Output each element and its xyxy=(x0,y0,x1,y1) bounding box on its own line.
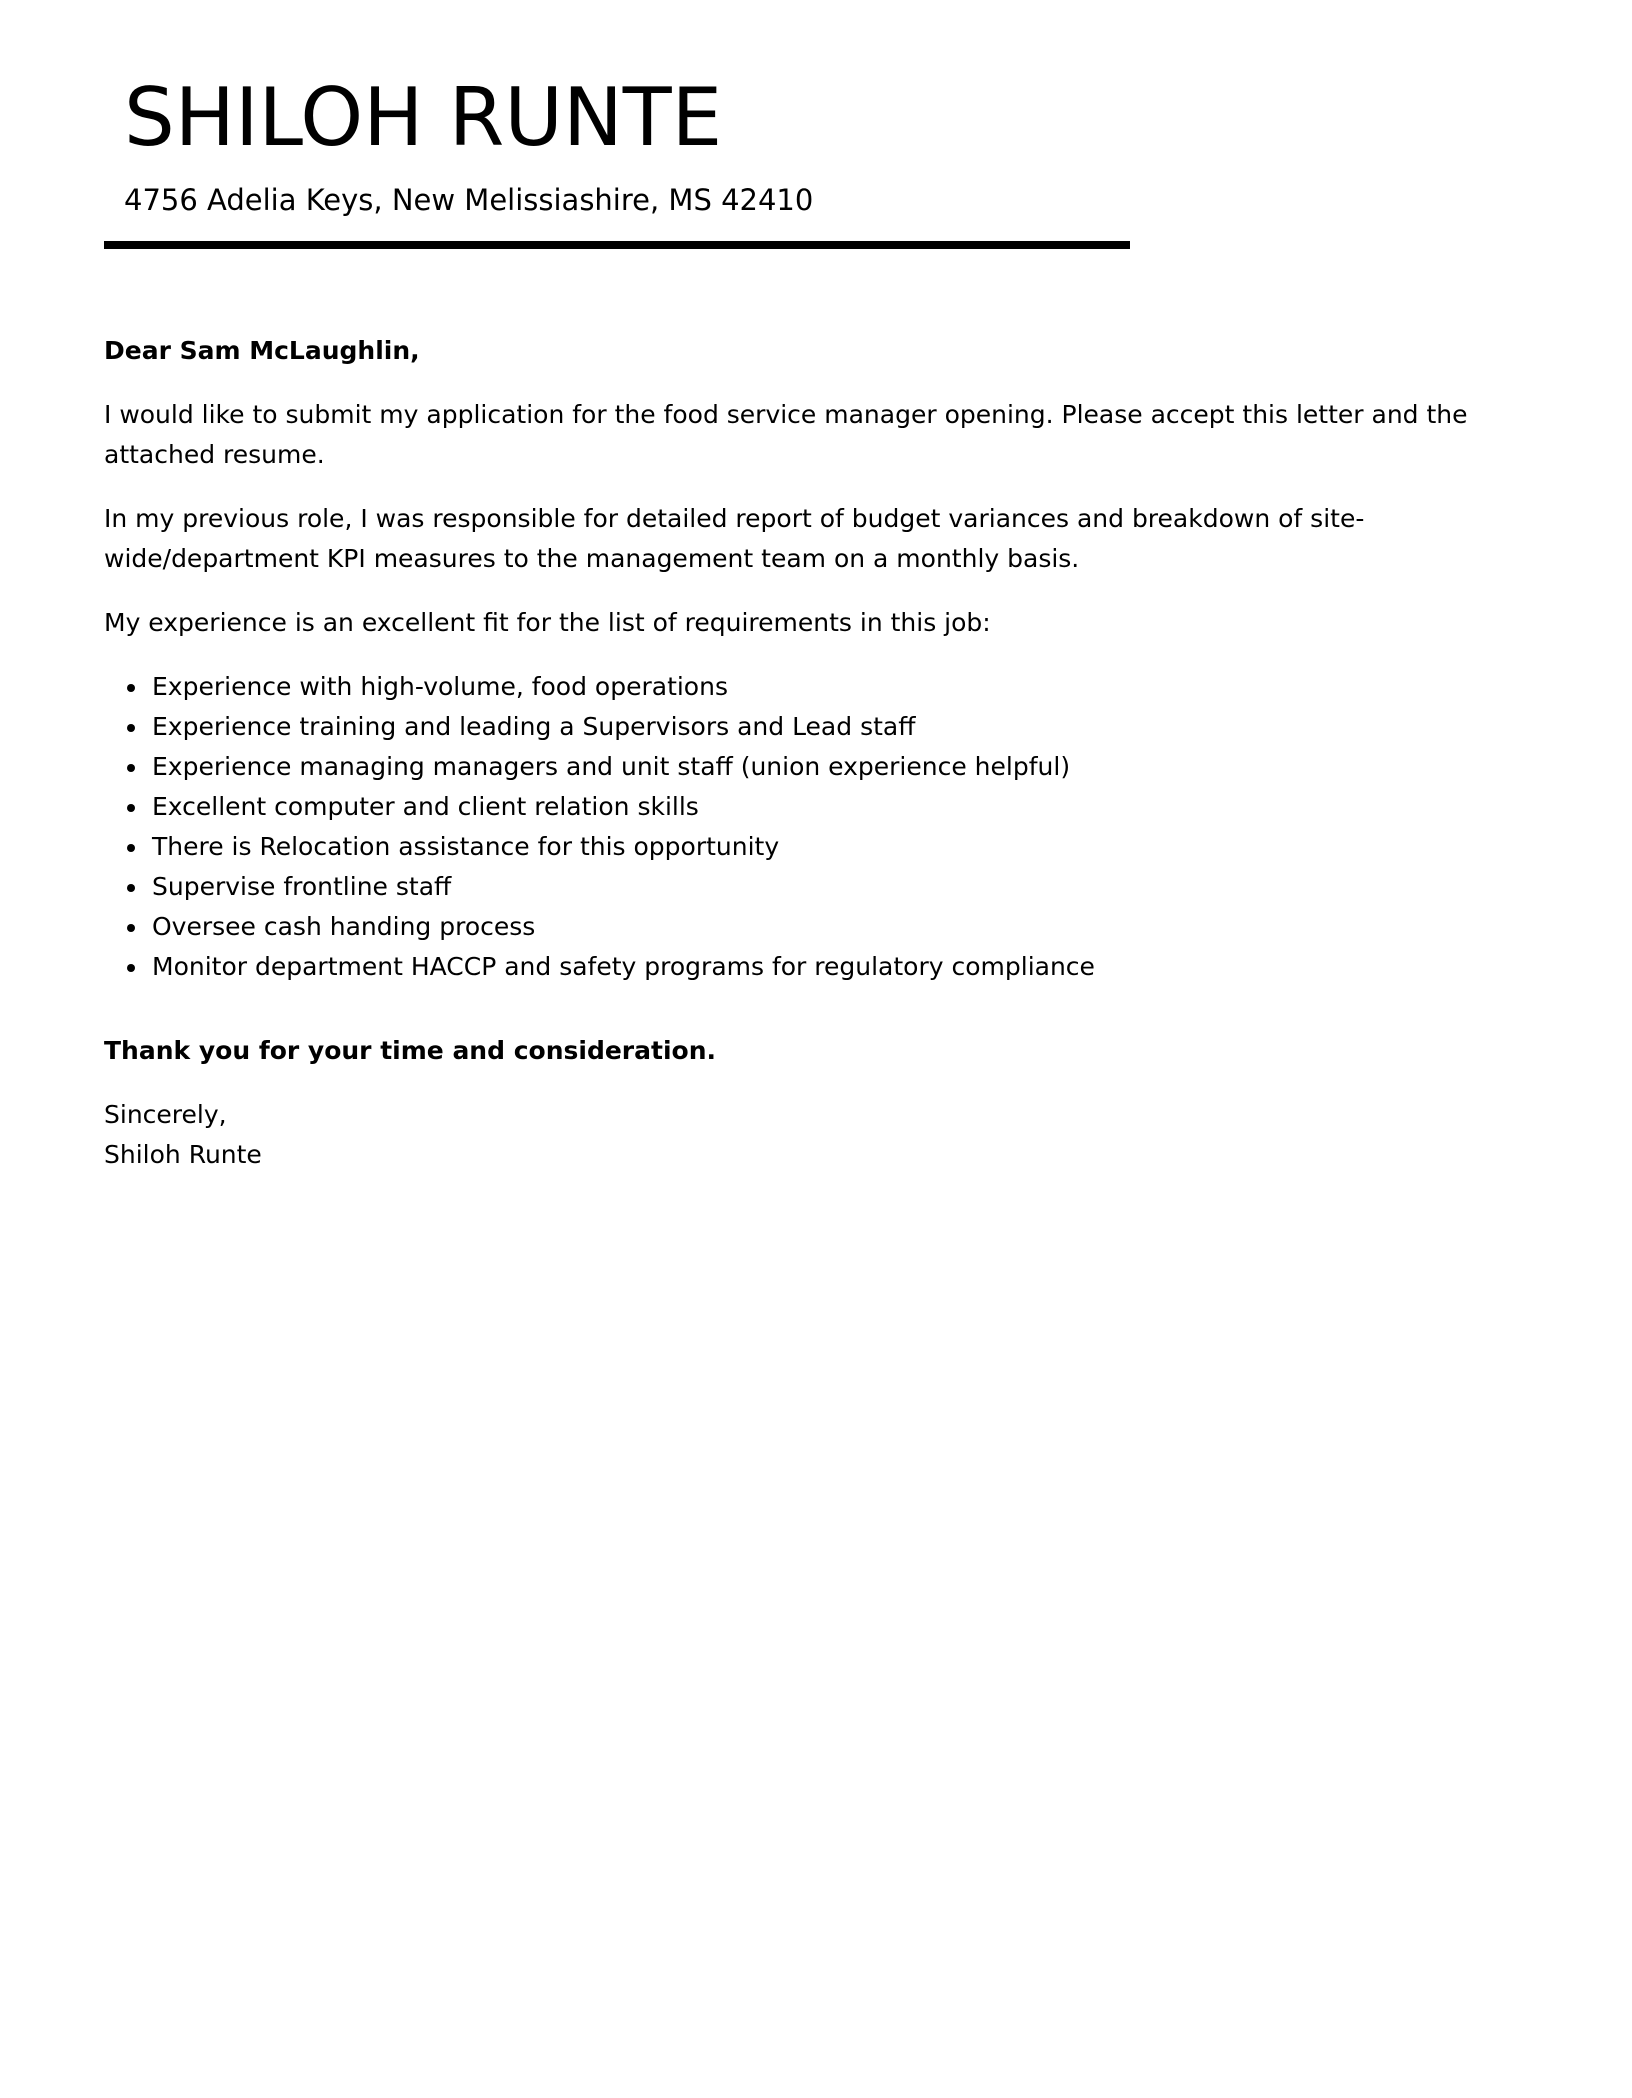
bullet-icon xyxy=(127,964,135,972)
paragraph-intro: I would like to submit my application for the food service manager opening. Please accept this letter and the attached resume. xyxy=(104,400,1468,469)
list-item-text: Monitor department HACCP and safety programs for regulatory compliance xyxy=(152,952,1095,981)
list-item xyxy=(152,867,1544,907)
list-item xyxy=(152,707,1544,747)
applicant-address: 4756 Adelia Keys, New Melissiashire, MS 42410 xyxy=(124,183,814,217)
list-item-text: Experience training and leading a Supervisors and Lead staff xyxy=(152,712,916,741)
bullet-icon xyxy=(127,884,135,892)
list-item-text: Excellent computer and client relation skills xyxy=(152,792,699,821)
list-item-text: Oversee cash handing process xyxy=(152,912,536,941)
closing-line: Thank you for your time and consideration. xyxy=(104,1036,716,1065)
signoff-text: Sincerely, xyxy=(104,1100,227,1129)
list-item-text: Experience with high-volume, food operations xyxy=(152,672,728,701)
list-item-text: Experience managing managers and unit staff (union experience helpful) xyxy=(152,752,1071,781)
list-item xyxy=(152,787,1544,827)
list-item-text: There is Relocation assistance for this opportunity xyxy=(152,832,780,861)
list-item xyxy=(152,747,1544,787)
requirements-list xyxy=(104,667,1544,987)
applicant-name: SHILOH RUNTE xyxy=(124,71,723,164)
bullet-icon xyxy=(127,924,135,932)
list-item xyxy=(152,827,1544,867)
bullet-icon xyxy=(127,844,135,852)
bullet-icon xyxy=(127,684,135,692)
list-item xyxy=(152,667,1544,707)
letter-header xyxy=(104,60,1144,220)
letter-body xyxy=(104,331,1544,1175)
bullet-icon xyxy=(127,804,135,812)
header-divider xyxy=(104,241,1130,249)
list-item xyxy=(152,947,1544,987)
list-item xyxy=(152,907,1544,947)
list-item-text: Supervise frontline staff xyxy=(152,872,452,901)
paragraph-requirements-intro: My experience is an excellent fit for the list of requirements in this job: xyxy=(104,608,991,637)
paragraph-experience: In my previous role, I was responsible for detailed report of budget variances and breakdown of site-wide/department KPI measures to the management team on a monthly basis. xyxy=(104,504,1365,573)
salutation: Dear Sam McLaughlin, xyxy=(104,336,420,365)
bullet-icon xyxy=(127,764,135,772)
signature-name: Shiloh Runte xyxy=(104,1140,262,1169)
bullet-icon xyxy=(127,724,135,732)
signoff xyxy=(104,1095,1544,1175)
